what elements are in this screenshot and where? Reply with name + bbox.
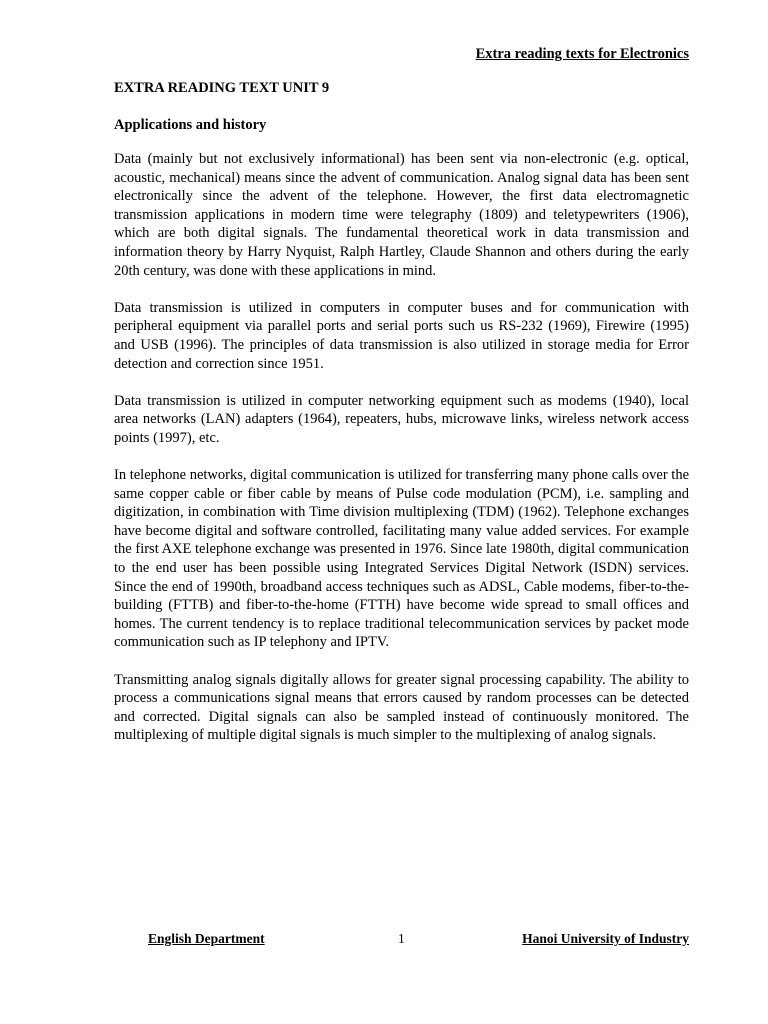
section-title: Applications and history [114,117,267,133]
paragraph: Data (mainly but not exclusively informational) has been sent via non-electronic (e.g. optical, acoustic, mechanical) means since the advent of communication. Analog signal data has been sent electronically since the advent of the telephone. However, the first data electromagnetic transmission applications in modern time were telegraphy (1809) and teletypewriters (1906), which are both digital signals. The fundamental theoretical work in data transmission and information theory by Harry Nyquist, Ralph Hartley, Claude Shannon and others during the early 20th century, was done with these applications in mind. [114,151,689,279]
running-header: Extra reading texts for Electronics [475,46,689,62]
page-footer [114,931,689,951]
footer-university: Hanoi University of Industry [522,931,689,946]
body-text [114,150,689,764]
paragraph: Data transmission is utilized in computer networking equipment such as modems (1940), local area networks (LAN) adapters (1964), repeaters, hubs, microwave links, wireless network access points (1997), etc. [114,392,689,446]
paragraph: In telephone networks, digital communication is utilized for transferring many phone calls over the same copper cable or fiber cable by means of Pulse code modulation (PCM), i.e. sampling and digitization, in combination with Time division multiplexing (TDM) (1962). Telephone exchanges have become digital and software controlled, facilitating many value added services. For example the first AXE telephone exchange was presented in 1976. Since late 1980th, digital communication to the end user has been possible using Integrated Services Digital Network (ISDN) services. Since the end of 1990th, broadband access techniques such as ADSL, Cable modems, fiber-to-the-building (FTTB) and fiber-to-the-home (FTTH) have become wide spread to small offices and homes. The current tendency is to replace traditional telecommunication services by packet mode communication such as IP telephony and IPTV. [114,467,690,651]
paragraph: Transmitting analog signals digitally allows for greater signal processing capability. The ability to process a communications signal means that errors caused by random processes can be detected and corrected. Digital signals can also be sampled instead of continuously monitored. The multiplexing of multiple digital signals is much simpler to the multiplexing of analog signals. [114,671,689,744]
unit-title: EXTRA READING TEXT UNIT 9 [114,80,330,96]
paragraph: Data transmission is utilized in computers in computer buses and for communication with peripheral equipment via parallel ports and serial ports such us RS-232 (1969), Firewire (1995) and USB (1996). The principles of data transmission is also utilized in storage media for Error detection and correction since 1951. [114,299,689,372]
footer-department: English Department [148,931,265,946]
page-number: 1 [398,931,405,946]
